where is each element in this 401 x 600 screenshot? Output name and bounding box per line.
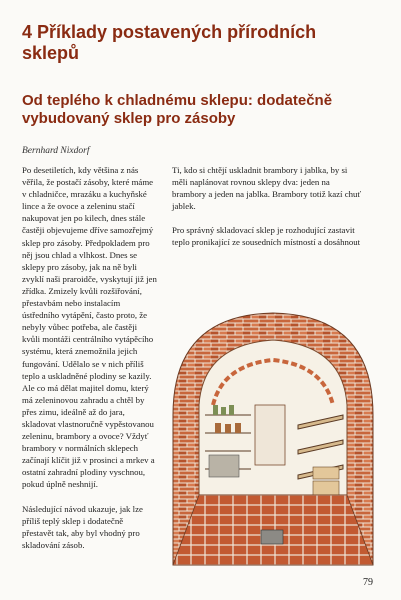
article-title: Od teplého k chladnému sklepu: dodatečně vybudovaný sklep pro zásoby (22, 92, 333, 127)
cellar-illustration (163, 295, 383, 570)
left-paragraph-2: Následující návod ukazuje, jak lze příliš teplý sklep i dodatečně přestavět tak, aby byl vhodný pro skladování zásob. (22, 503, 143, 550)
left-column (22, 164, 157, 563)
right-paragraph-2: Pro správný skladovací sklep je rozhodující zastavit teplo pronikající ze sousedních místností a dosáhnout (172, 225, 361, 248)
chapter-title: 4 Příklady postavených přírodních sklepů (22, 22, 317, 63)
page-number: 79 (363, 577, 373, 588)
author-name: Bernhard Nixdorf (22, 146, 90, 156)
right-paragraph-1: Ti, kdo si chtějí uskladnit brambory i jablka, by si měli naplánovat rovnou sklepy dva: jeden na brambory a jeden na jablka. Brambory totiž kazí chuť jablek. (172, 165, 362, 212)
right-column (172, 164, 362, 261)
crates (313, 467, 339, 495)
left-paragraph-1: Po desetiletích, kdy většina z nás věřila, že postačí zásoby, které máme v chladničce, mrazáku a kuchyňské lince a že ovoce a zeleninu stačí nakupovat jen po kilech, dnes stále častěji objevujeme dříve samozřejmý sklep pro zásoby. Předpokladem pro něj jsou chlad a vlhkost. Dnes se sklepy pro zásoby, jak na ně byli zvyklí naši praroidče, vyskytují již jen zřídka. Zmizely kvůli rozšiřování, přestavbám nebo instalacím ústředního vytápění, často proto, že nebyly vůbec potřeba, ale častěji kvůli montáži centrálního vytápěcího systému, která znemožnila jejich fungování. Udělalo se v nich příliš teplo a uskladněné plodiny se kazily. Ale co má dělat majitel domu, který má zeleninovou zahradu a chtěl by přes zimu, ideálně až do jara, skladovat vlastnoručně vypěstovanou zeleninu, brambory a ovoce? Vždyť brambory v normálních sklepech začínají klíčit již v prosinci a mrkev a ostatní zahradní plodiny vyschnou, pokud úplně neshnijí. (22, 165, 157, 490)
